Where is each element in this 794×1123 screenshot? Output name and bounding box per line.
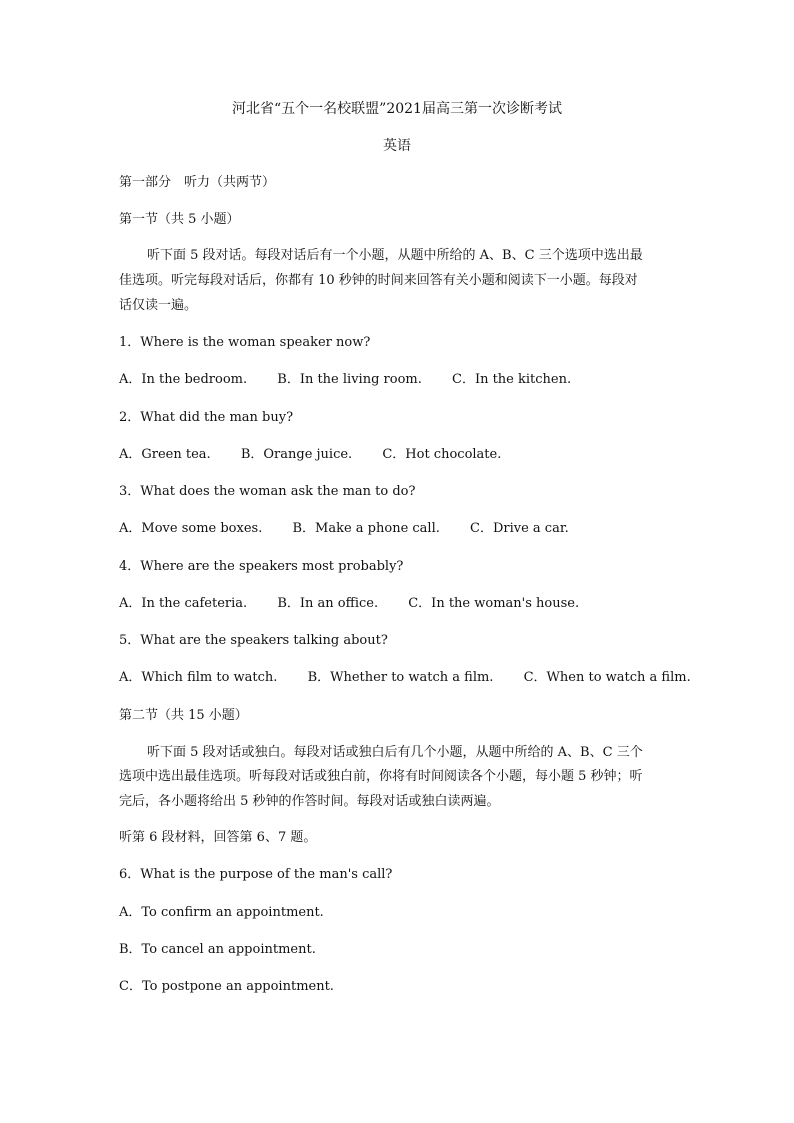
question-2-option-a: A．Green tea. (119, 447, 211, 462)
question-2-option-c: C．Hot chocolate. (382, 447, 502, 462)
question-1-stem: 1．Where is the woman speaker now? (119, 335, 371, 350)
question-5-option-b: B．Whether to watch a film. (307, 670, 494, 685)
question-6-stem: 6．What is the purpose of the man's call? (119, 867, 393, 882)
question-6-option-c: C．To postpone an appointment. (119, 979, 334, 994)
question-4-options (119, 597, 579, 610)
question-2-option-b: B．Orange juice. (240, 447, 353, 462)
question-1-option-c: C．In the kitchen. (452, 372, 572, 387)
question-5-stem: 5．What are the speakers talking about? (119, 633, 388, 648)
section-two-heading: 第二节（共 15 小题） (119, 708, 248, 723)
question-1-option-b: B．In the living room. (277, 372, 422, 387)
question-1-options (119, 373, 571, 386)
section-one-heading: 第一节（共 5 小题） (119, 212, 240, 227)
question-3-options (119, 522, 569, 535)
question-5-option-c: C．When to watch a film. (523, 670, 691, 685)
question-2-options (119, 448, 501, 461)
question-4-option-a: A．In the cafeteria. (119, 596, 248, 611)
question-3-option-a: A．Move some boxes. (119, 521, 263, 536)
question-6-option-b: B．To cancel an appointment. (119, 942, 316, 957)
section-one-instructions-line-2: 佳选项。听完每段对话后，你都有 10 秒钟的时间来回答有关小题和阅读下一小题。每段对 (119, 273, 638, 288)
question-3-option-c: C．Drive a car. (470, 521, 569, 536)
section-two-instructions-line-1: 听下面 5 段对话或独白。每段对话或独白后有几个小题，从题中所给的 A、B、C 三个 (147, 745, 643, 760)
question-3-option-b: B．Make a phone call. (292, 521, 440, 536)
question-5-options (119, 671, 691, 684)
question-3-stem: 3．What does the woman ask the man to do? (119, 484, 416, 499)
exam-title: 河北省“五个一名校联盟”2021届高三第一次诊断考试 (232, 101, 562, 117)
section-two-instructions-line-2: 选项中选出最佳选项。听每段对话或独白前，你将有时间阅读各个小题，每小题 5 秒钟；听 (119, 769, 643, 784)
question-1-option-a: A．In the bedroom. (119, 372, 248, 387)
question-6-option-a: A．To confirm an appointment. (119, 905, 324, 920)
question-4-option-b: B．In an office. (277, 596, 379, 611)
question-2-stem: 2．What did the man buy? (119, 410, 294, 425)
question-5-option-a: A．Which film to watch. (119, 670, 278, 685)
material-note: 听第 6 段材料，回答第 6、7 题。 (119, 830, 317, 845)
section-one-instructions-line-1: 听下面 5 段对话。每段对话后有一个小题，从题中所给的 A、B、C 三个选项中选出最 (147, 248, 643, 263)
section-two-instructions-line-3: 完后，各小题将给出 5 秒钟的作答时间。每段对话或独白读两遍。 (119, 794, 500, 809)
question-4-stem: 4．Where are the speakers most probably? (119, 559, 404, 574)
part-one-heading: 第一部分 听力（共两节） (119, 175, 276, 190)
subject-title: 英语 (383, 138, 411, 154)
question-4-option-c: C．In the woman's house. (408, 596, 580, 611)
section-one-instructions-line-3: 话仅读一遍。 (119, 298, 198, 313)
